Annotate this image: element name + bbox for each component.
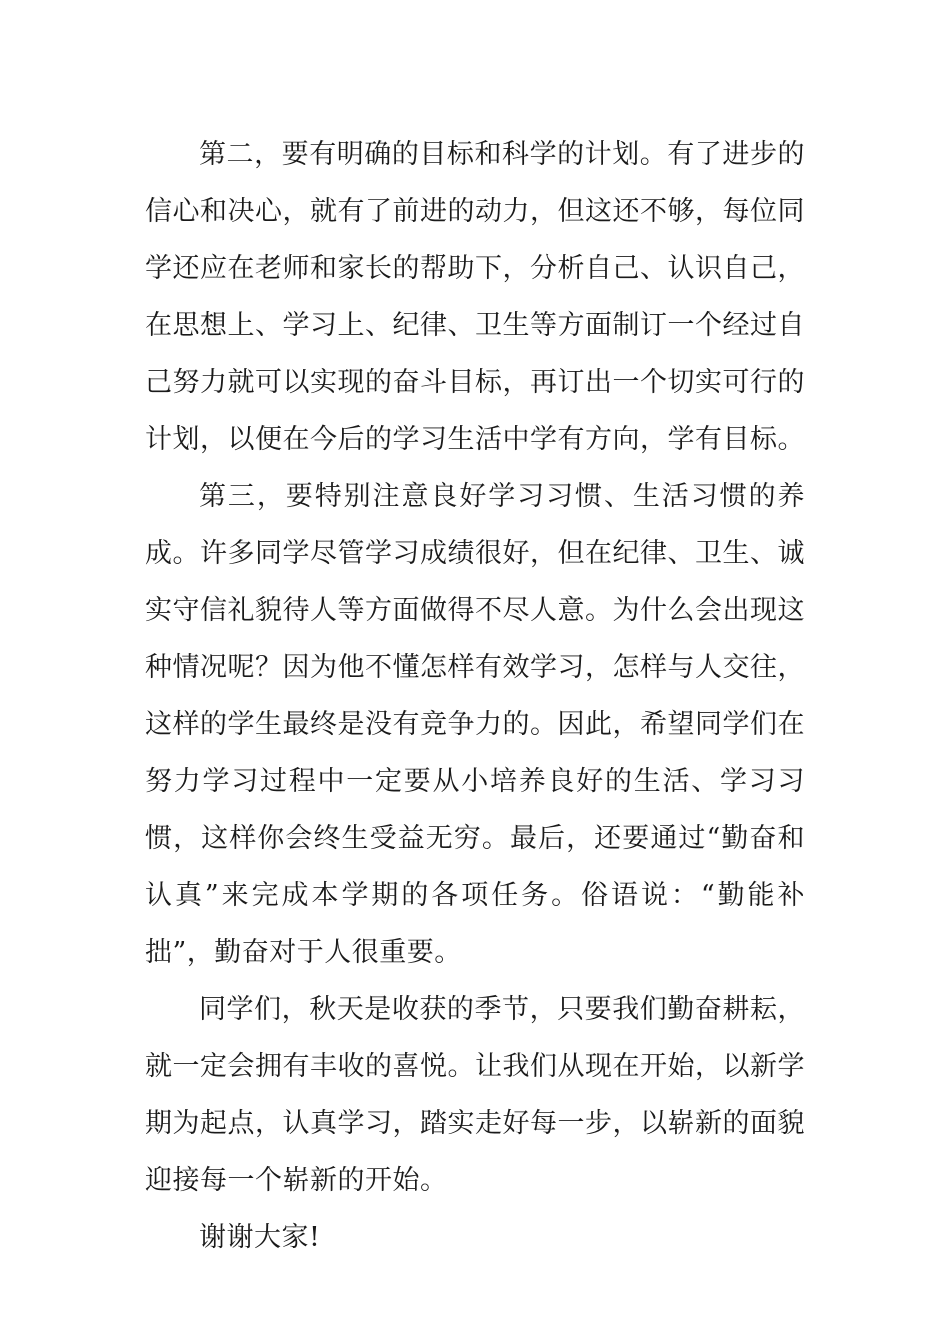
paragraph-harvest-season: 同学们，秋天是收获的季节，只要我们勤奋耕耘，就一定会拥有丰收的喜悦。让我们从现在开始，以新学期为起点，认真学习，踏实走好每一步，以崭新的面貌迎接每一个崭新的开始。	[145, 994, 805, 1196]
paragraph-thanks: 谢谢大家!	[199, 1222, 321, 1253]
document-body	[145, 126, 805, 1266]
paragraph-goals-and-plans: 第二，要有明确的目标和科学的计划。有了进步的信心和决心，就有了前进的动力，但这还不够，每位同学还应在老师和家长的帮助下，分析自己、认识自己，在思想上、学习上、纪律、卫生等方面制订一个经过自己努力就可以实现的奋斗目标，再订出一个切实可行的计划，以便在今后的学习生活中学有方向，学有目标。	[145, 139, 805, 455]
paragraph-good-habits: 第三，要特别注意良好学习习惯、生活习惯的养成。许多同学尽管学习成绩很好，但在纪律、卫生、诚实守信礼貌待人等方面做得不尽人意。为什么会出现这种情况呢？因为他不懂怎样有效学习，怎样与人交往，这样的学生最终是没有竞争力的。因此，希望同学们在努力学习过程中一定要从小培养良好的生活、学习习惯，这样你会终生受益无穷。最后，还要通过“勤奋和认真”来完成本学期的各项任务。俗语说：“勤能补拙”，勤奋对于人很重要。	[145, 481, 805, 968]
